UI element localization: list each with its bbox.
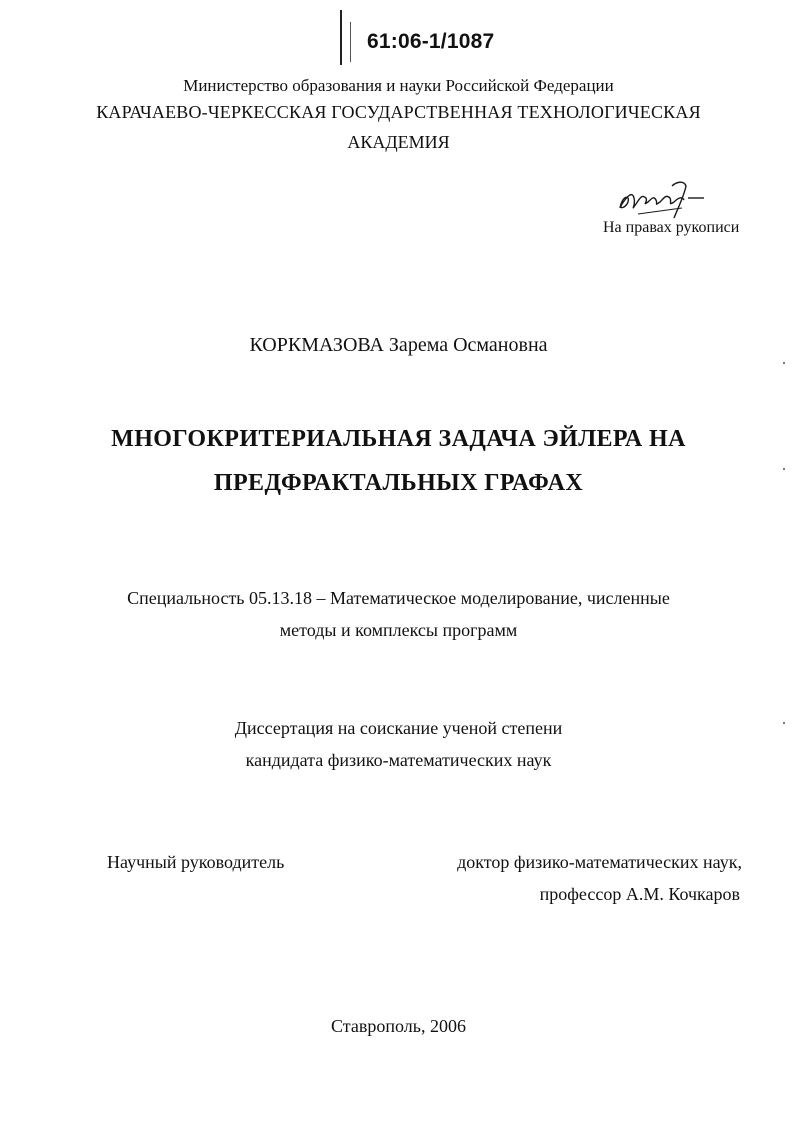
archive-code: 61:06-1/1087 [367,30,495,53]
specialty-line2: методы и комплексы программ [279,620,518,640]
archive-bracket-line-thin [350,22,351,62]
supervisor-label: Научный руководитель [107,852,285,872]
ministry-name: Министерство образования и науки Российской Федерации [183,76,614,95]
academy-name-line1: КАРАЧАЕВО-ЧЕРКЕССКАЯ ГОСУДАРСТВЕННАЯ ТЕХНОЛОГИЧЕСКАЯ [96,102,701,122]
archive-bracket-line [340,10,342,65]
manuscript-rights-note: На правах рукописи [603,219,740,236]
academy-name-line2: АКАДЕМИЯ [347,132,450,152]
dissertation-degree-line2: кандидата физико-математических наук [245,750,552,770]
scan-speck [783,722,785,724]
supervisor-name: профессор А.М. Кочкаров [539,884,740,904]
scan-speck [783,468,785,470]
scan-speck [783,362,785,364]
dissertation-degree-line1: Диссертация на соискание ученой степени [234,718,563,738]
thesis-title-line2: ПРЕДФРАКТАЛЬНЫХ ГРАФАХ [213,470,584,496]
specialty-line1: Специальность 05.13.18 – Математическое моделирование, численные [127,588,670,608]
supervisor-degree: доктор физико-математических наук, [457,852,742,872]
author-name: КОРКМАЗОВА Зарема Османовна [249,334,548,356]
city-year: Ставрополь, 2006 [331,1016,466,1036]
thesis-title-line1: МНОГОКРИТЕРИАЛЬНАЯ ЗАДАЧА ЭЙЛЕРА НА [111,426,686,452]
